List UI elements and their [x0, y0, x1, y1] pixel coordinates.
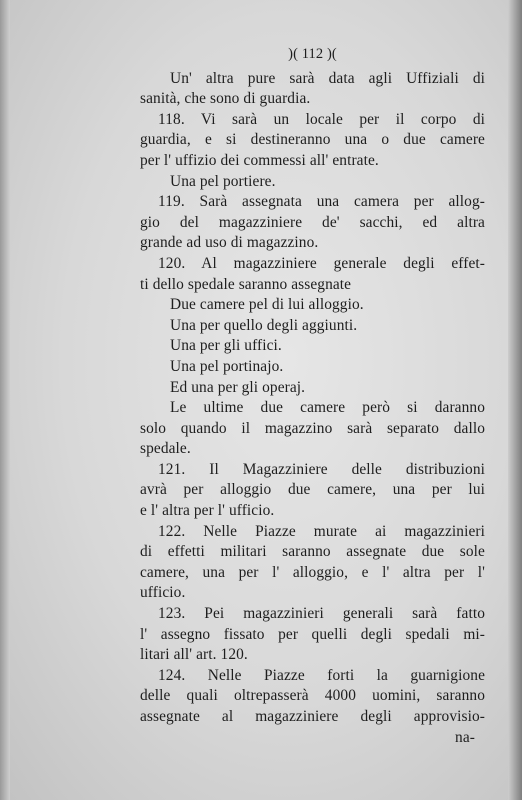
text-line-content: per l' uffizio dei commessi all' entrate.	[140, 151, 379, 169]
text-line	[140, 707, 485, 728]
text-line-content: Una pel portinajo.	[170, 357, 284, 375]
text-line-content: di effetti militari saranno assegnate due sole	[140, 543, 485, 561]
text-line	[140, 480, 485, 501]
text-line-content: grande ad uso di magazzino.	[140, 234, 319, 252]
text-line-content: 121. Il Magazziniere delle distribuzioni	[158, 460, 485, 478]
text-line	[140, 151, 485, 172]
text-line	[140, 645, 485, 666]
text-line	[140, 275, 485, 296]
page-header-number: )( 112 )(	[288, 46, 337, 62]
text-line	[140, 439, 485, 460]
text-line-content: spedale.	[140, 440, 191, 458]
text-line-content: sanità, che sono di guardia.	[140, 90, 311, 108]
text-line-content: Un' altra pure sarà data agli Uffiziali di	[170, 69, 485, 87]
text-line-content: Una per gli uffici.	[170, 337, 282, 355]
text-line-content: Due camere pel di lui alloggio.	[170, 296, 364, 314]
text-line	[140, 378, 485, 399]
text-line	[140, 583, 485, 604]
text-line	[140, 89, 485, 110]
text-line	[140, 357, 485, 378]
text-line-content: 118. Vi sarà un locale per il corpo di	[158, 110, 485, 128]
text-line-content: 123. Pei magazzinieri generali sarà fatto	[158, 605, 485, 623]
text-line	[140, 254, 485, 275]
text-line	[140, 69, 485, 90]
text-line-content: Le ultime due camere però si daranno	[170, 399, 485, 417]
text-line-content: Una pel portiere.	[170, 172, 276, 190]
text-lines	[140, 69, 485, 749]
text-line	[140, 501, 485, 522]
text-line	[140, 542, 485, 563]
text-line-content: guardia, e si destineranno una o due camere	[140, 131, 485, 149]
text-line-content: litari all' art. 120.	[140, 646, 248, 664]
text-line	[140, 522, 485, 543]
text-line-content: avrà per alloggio due camere, una per lui	[140, 481, 485, 499]
text-line	[140, 110, 485, 131]
text-line	[140, 563, 485, 584]
text-line-content: 120. Al magazziniere generale degli effet-	[158, 254, 485, 272]
text-line	[140, 130, 485, 151]
text-line-content: na-	[455, 728, 475, 746]
text-line-content: gio del magazziniere de' sacchi, ed altra	[140, 213, 485, 231]
text-line	[140, 604, 485, 625]
text-line-content: 122. Nelle Piazze murate ai magazzinieri	[158, 522, 485, 540]
text-line	[140, 336, 485, 357]
text-line	[140, 172, 485, 193]
text-line-content: ufficio.	[140, 584, 186, 602]
text-line-content: solo quando il magazzino sarà separato dallo	[140, 419, 485, 437]
text-line-content: Una per quello degli aggiunti.	[170, 316, 358, 334]
text-line	[140, 666, 485, 687]
text-line	[140, 686, 485, 707]
text-line-content: Ed una per gli operaj.	[170, 378, 306, 396]
text-line	[140, 192, 485, 213]
text-line	[140, 460, 485, 481]
text-line	[140, 316, 485, 337]
text-line	[140, 398, 485, 419]
text-line-content: camere, una per l' alloggio, e l' altra per l'	[140, 563, 485, 581]
text-line	[140, 419, 485, 440]
text-line-content: delle quali oltrepasserà 4000 uomini, saranno	[140, 687, 485, 705]
text-line-content: 124. Nelle Piazze forti la guarnigione	[158, 666, 485, 684]
text-line	[140, 625, 485, 646]
text-line	[140, 295, 485, 316]
text-line-content: assegnate al magazziniere degli approvisio-	[140, 708, 485, 725]
page-right-edge	[508, 0, 522, 800]
text-line-content: l' assegno fissato per quelli degli spedali mi-	[140, 625, 485, 643]
text-line-content: 119. Sarà assegnata una camera per allog-	[158, 193, 485, 211]
page-text-block	[140, 44, 485, 748]
text-line	[140, 728, 485, 749]
page-left-edge	[0, 0, 10, 800]
text-line	[140, 213, 485, 234]
text-line-content: ti dello spedale saranno assegnate	[140, 275, 352, 293]
text-line	[140, 233, 485, 254]
text-line-content: e l' altra per l' ufficio.	[140, 502, 275, 520]
